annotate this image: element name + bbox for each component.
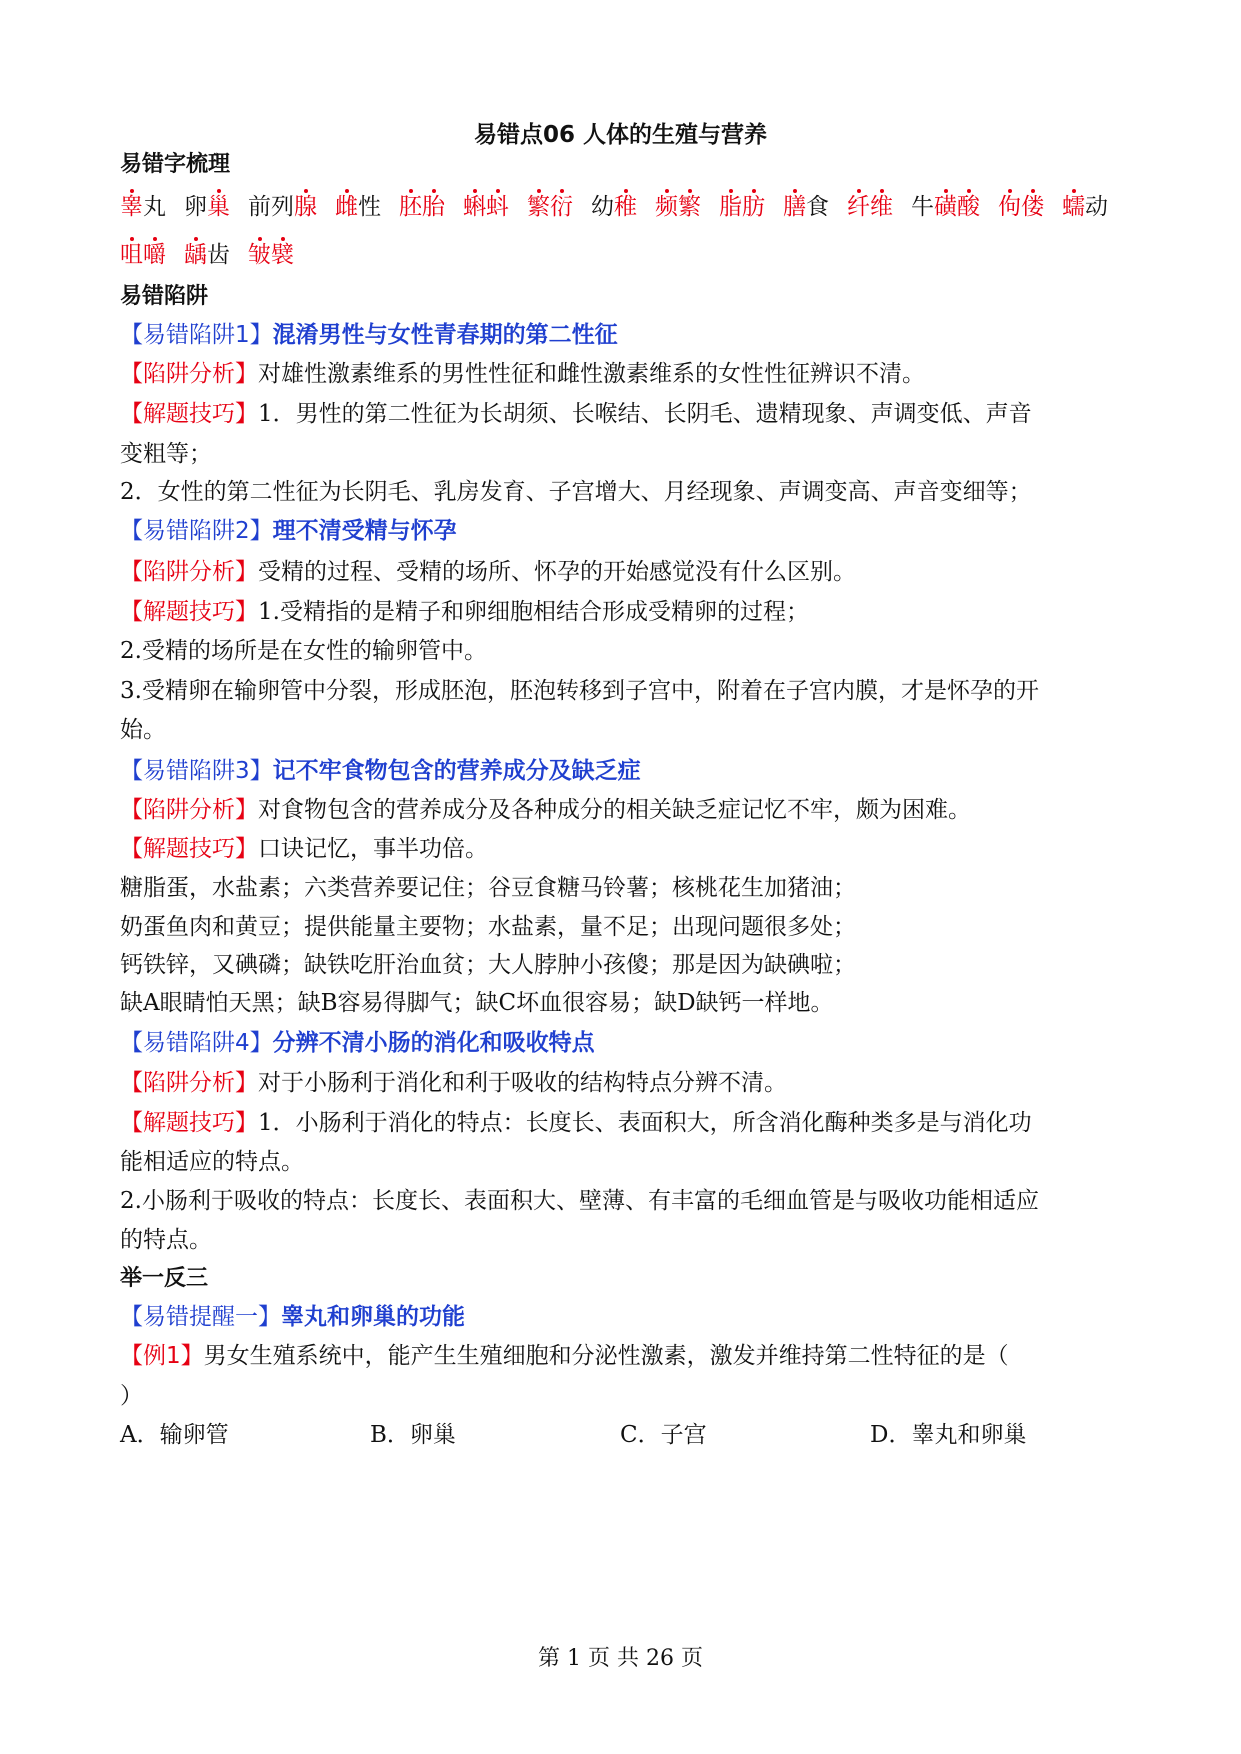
trap-4-title: 分辨不清小肠的消化和吸收特点	[272, 1030, 595, 1056]
trap-2-tip-line-3: 3.受精卵在输卵管中分裂，形成胚泡，胚泡转移到子宫中，附着在子宫内膜，才是怀孕的开	[120, 678, 1039, 704]
error-word	[184, 194, 230, 220]
error-word-highlight: 稚	[614, 194, 637, 220]
trap-2-tip-line-1: 1.受精指的是精子和卵细胞相结合形成受精卵的过程；	[258, 599, 809, 625]
error-word	[847, 194, 893, 220]
error-word	[591, 194, 637, 220]
trap-1-tip	[120, 399, 1130, 429]
error-word	[463, 194, 509, 220]
trap-4-tip-line-1: 1．小肠利于消化的特点：长度长、表面积大，所含消化酶种类多是与消化功	[258, 1110, 1032, 1136]
reminder-1-title: 睾丸和卵巢的功能	[281, 1304, 465, 1330]
error-word-highlight: 咀嚼	[120, 242, 166, 268]
error-word-highlight: 蝌蚪	[463, 194, 509, 220]
reminder-1-tag: 【易错提醒一】	[120, 1304, 281, 1330]
error-word	[783, 194, 829, 220]
trap-3-tip-tag: 【解题技巧】	[120, 836, 258, 862]
trap-4-analysis-tag: 【陷阱分析】	[120, 1070, 258, 1096]
error-word-plain: 性	[358, 194, 381, 220]
error-word	[1062, 194, 1108, 220]
error-word	[248, 194, 317, 220]
error-word-highlight: 频繁	[655, 194, 701, 220]
error-word-highlight: 繁衍	[527, 194, 573, 220]
error-word	[184, 242, 230, 268]
error-word	[120, 194, 166, 220]
error-word-highlight: 龋	[184, 242, 207, 268]
trap-1-tip-line-2: 变粗等；	[120, 441, 212, 467]
error-word-highlight: 雌	[335, 194, 358, 220]
error-word	[998, 194, 1044, 220]
error-word	[527, 194, 573, 220]
error-word-plain: 动	[1085, 194, 1108, 220]
trap-3-poem-line-1: 糖脂蛋，水盐素；六类营养要记住；谷豆食糖马铃薯；核桃花生加猪油；	[120, 875, 856, 901]
error-word-plain: 幼	[591, 194, 614, 220]
trap-4-tip-line-4: 的特点。	[120, 1227, 212, 1253]
trap-2-analysis-text: 受精的过程、受精的场所、怀孕的开始感觉没有什么区别。	[258, 559, 856, 585]
error-words-line-2	[120, 240, 1130, 270]
error-word-plain: 卵	[184, 194, 207, 220]
trap-3-poem-line-2: 奶蛋鱼肉和黄豆；提供能量主要物；水盐素，量不足；出现问题很多处；	[120, 914, 856, 940]
trap-4-tag: 【易错陷阱4】	[120, 1030, 273, 1056]
trap-2-analysis-tag: 【陷阱分析】	[120, 559, 258, 585]
trap-4-heading	[120, 1028, 1130, 1058]
option-d[interactable]: D．睾丸和卵巢	[870, 1422, 1027, 1448]
error-word-highlight: 腺	[294, 194, 317, 220]
error-word-highlight: 皱襞	[248, 242, 294, 268]
error-word-highlight: 磺酸	[934, 194, 980, 220]
trap-4-analysis-text: 对于小肠利于消化和利于吸收的结构特点分辨不清。	[258, 1070, 787, 1096]
trap-1-tip-line-1: 1．男性的第二性征为长胡须、长喉结、长阴毛、遗精现象、声调变低、声音	[258, 401, 1032, 427]
error-word	[719, 194, 765, 220]
trap-1-analysis-text: 对雄性激素维系的男性性征和雌性激素维系的女性性征辨识不清。	[258, 361, 925, 387]
reminder-1-heading	[120, 1302, 1130, 1332]
trap-4-tip-tag: 【解题技巧】	[120, 1110, 258, 1136]
error-word	[911, 194, 980, 220]
trap-2-tip-line-2: 2.受精的场所是在女性的输卵管中。	[120, 638, 487, 664]
trap-3-title: 记不牢食物包含的营养成分及缺乏症	[272, 758, 641, 784]
example-1-question-line-2: ）	[120, 1383, 143, 1409]
example-1-question-line-1: 男女生殖系统中，能产生生殖细胞和分泌性激素，激发并维持第二性特征的是（	[203, 1343, 1009, 1369]
trap-2-tag: 【易错陷阱2】	[120, 518, 273, 544]
trap-2-heading	[120, 516, 1130, 546]
example-1-tag: 【例1】	[120, 1343, 204, 1369]
trap-3-poem-line-4: 缺A眼睛怕天黑；缺B容易得脚气；缺C坏血很容易；缺D缺钙一样地。	[120, 990, 834, 1016]
error-word-highlight: 膳	[783, 194, 806, 220]
trap-2-title: 理不清受精与怀孕	[272, 518, 457, 544]
error-word-highlight: 蠕	[1062, 194, 1085, 220]
error-word-highlight: 脂肪	[719, 194, 765, 220]
trap-1-title: 混淆男性与女性青春期的第二性征	[272, 322, 618, 348]
trap-1-tip-tag: 【解题技巧】	[120, 401, 258, 427]
trap-4-analysis	[120, 1068, 1130, 1098]
trap-2-tip	[120, 597, 1130, 627]
trap-3-analysis	[120, 795, 1130, 825]
example-1-question	[120, 1341, 1130, 1371]
error-word-highlight: 睾	[120, 194, 143, 220]
error-word-plain: 食	[806, 194, 829, 220]
error-word-highlight: 巢	[207, 194, 230, 220]
error-word-highlight: 佝偻	[998, 194, 1044, 220]
section-heading-traps: 易错陷阱	[120, 284, 209, 309]
option-c[interactable]: C．子宫	[620, 1422, 707, 1448]
trap-1-heading	[120, 320, 1130, 350]
trap-1-analysis-tag: 【陷阱分析】	[120, 361, 258, 387]
trap-3-heading	[120, 756, 1130, 786]
trap-3-tip	[120, 834, 1130, 864]
error-word-highlight: 胚胎	[399, 194, 445, 220]
error-word-highlight: 纤维	[847, 194, 893, 220]
error-word-plain: 前列	[248, 194, 294, 220]
trap-3-poem-line-3: 钙铁锌，又碘磷；缺铁吃肝治血贫；大人脖肿小孩傻；那是因为缺碘啦；	[120, 952, 856, 978]
option-a[interactable]: A．输卵管	[120, 1422, 229, 1448]
trap-2-tip-tag: 【解题技巧】	[120, 599, 258, 625]
trap-1-tag: 【易错陷阱1】	[120, 322, 273, 348]
error-word-plain: 牛	[911, 194, 934, 220]
section-heading-words: 易错字梳理	[120, 152, 231, 177]
page-title: 易错点06 人体的生殖与营养	[473, 122, 767, 148]
option-b[interactable]: B．卵巢	[370, 1422, 456, 1448]
trap-3-analysis-tag: 【陷阱分析】	[120, 797, 258, 823]
trap-1-analysis	[120, 359, 1130, 389]
trap-2-analysis	[120, 557, 1130, 587]
error-word	[335, 194, 381, 220]
trap-4-tip-line-2: 能相适应的特点。	[120, 1149, 304, 1175]
error-words-line-1	[120, 192, 1130, 222]
section-heading-practice: 举一反三	[120, 1266, 209, 1291]
trap-1-tip-line-3: 2．女性的第二性征为长阴毛、乳房发育、子宫增大、月经现象、声调变高、声音变细等；	[120, 479, 1032, 505]
trap-2-tip-line-4: 始。	[120, 717, 166, 743]
error-word	[399, 194, 445, 220]
trap-3-tip-text: 口诀记忆，事半功倍。	[258, 836, 488, 862]
trap-4-tip	[120, 1108, 1130, 1138]
trap-3-analysis-text: 对食物包含的营养成分及各种成分的相关缺乏症记忆不牢，颇为困难。	[258, 797, 971, 823]
error-word	[248, 242, 294, 268]
error-word-plain: 齿	[207, 242, 230, 268]
page-footer: 第 1 页 共 26 页	[538, 1646, 703, 1671]
error-word	[120, 242, 166, 268]
error-word	[655, 194, 701, 220]
trap-3-tag: 【易错陷阱3】	[120, 758, 273, 784]
trap-4-tip-line-3: 2.小肠利于吸收的特点：长度长、表面积大、壁薄、有丰富的毛细血管是与吸收功能相适应	[120, 1188, 1039, 1214]
error-word-plain: 丸	[143, 194, 166, 220]
